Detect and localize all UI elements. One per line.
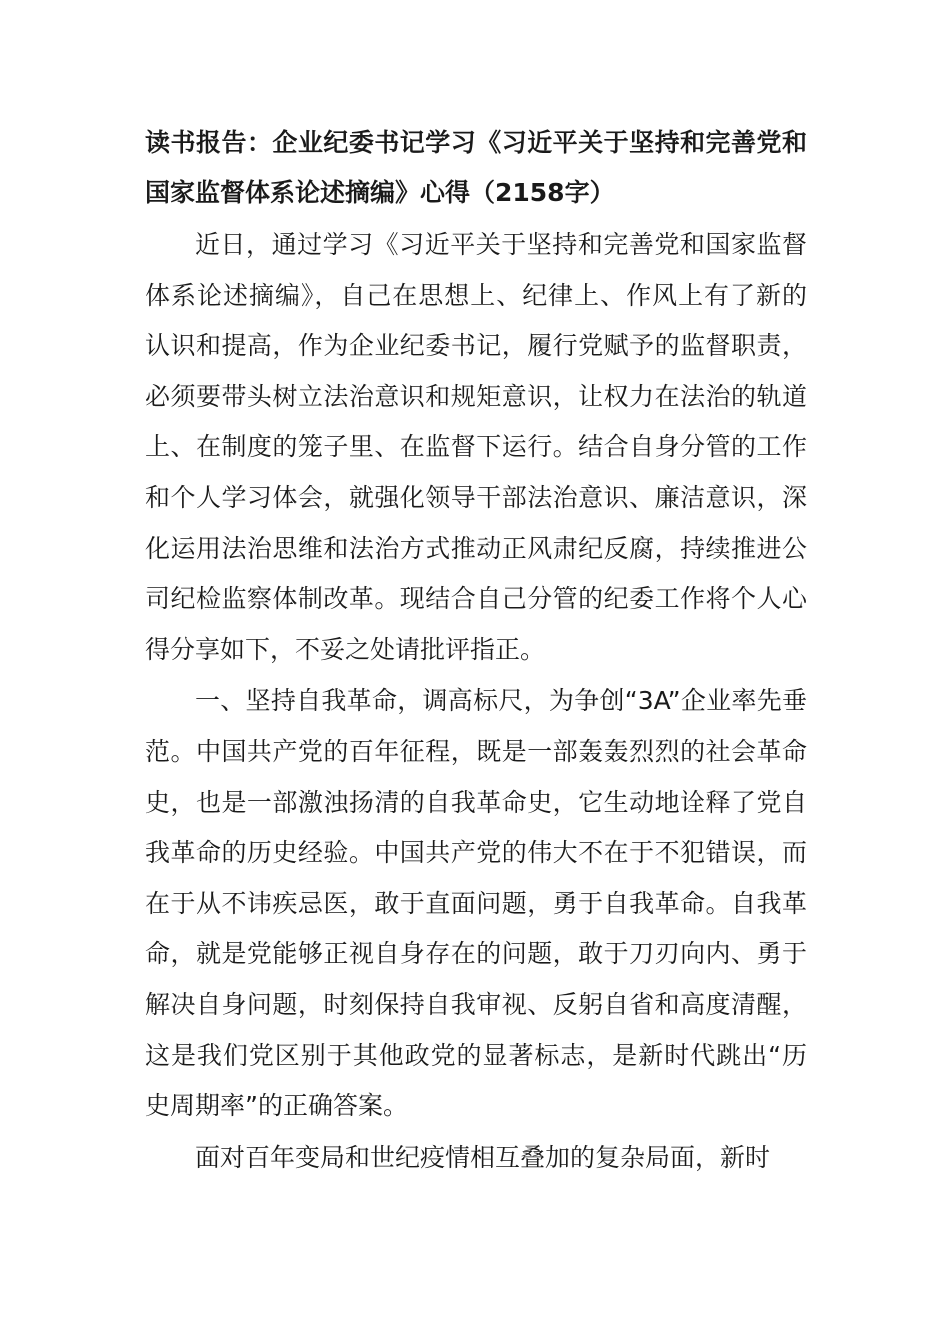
- paragraph-intro: 近日，通过学习《习近平关于坚持和完善党和国家监督体系论述摘编》，自己在思想上、纪律上、作风上有了新的认识和提高，作为企业纪委书记，履行党赋予的监督职责，必须要带头树立法治意识和规矩意识，让权力在法治的轨道上、在制度的笼子里、在监督下运行。结合自身分管的工作和个人学习体会，就强化领导干部法治意识、廉洁意识，深化运用法治思维和法治方式推动正风肃纪反腐，持续推进公司纪检监察体制改革。现结合自己分管的纪委工作将个人心得分享如下，不妥之处请批评指正。: [145, 230, 807, 664]
- paragraph-continued: 面对百年变局和世纪疫情相互叠加的复杂局面，新时: [195, 1142, 771, 1172]
- document-title: 读书报告：企业纪委书记学习《习近平关于坚持和完善党和国家监督体系论述摘编》心得（2158字）: [145, 128, 807, 207]
- paragraph-section-one: 一、坚持自我革命，调高标尺，为争创“3A”企业率先垂范。中国共产党的百年征程，既是一部轰轰烈烈的社会革命史，也是一部激浊扬清的自我革命史，它生动地诠释了党自我革命的历史经验。中国共产党的伟大不在于不犯错误，而在于从不讳疾忌医，敢于直面问题，勇于自我革命。自我革命，就是党能够正视自身存在的问题，敢于刀刃向内、勇于解决自身问题，时刻保持自我审视、反躬自省和高度清醒，这是我们党区别于其他政党的显著标志，是新时代跳出“历史周期率”的正确答案。: [145, 686, 807, 1121]
- document-page: [145, 118, 807, 1184]
